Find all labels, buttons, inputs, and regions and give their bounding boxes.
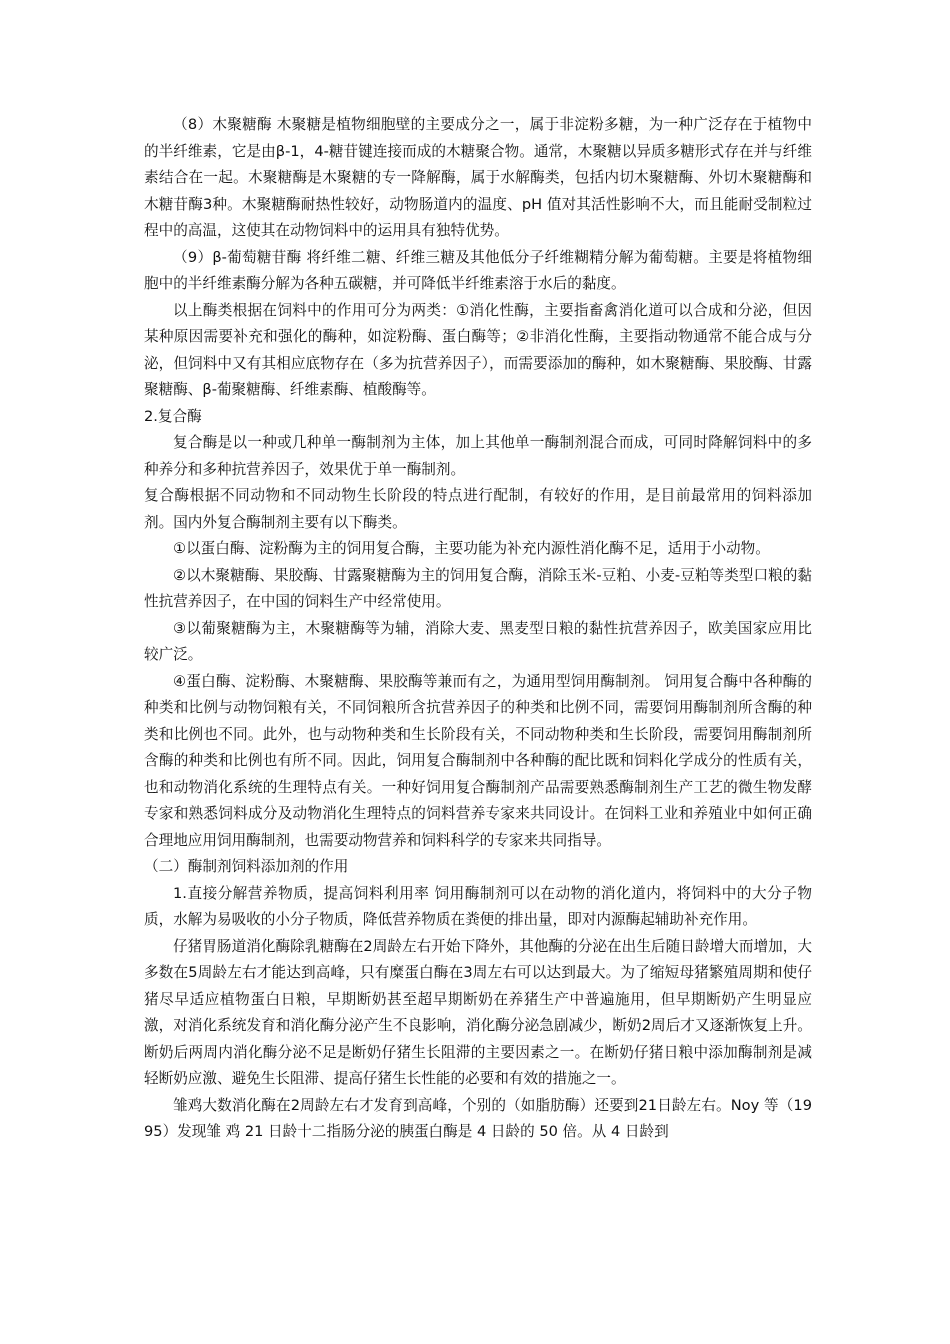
paragraph-compound-type-3: ③以葡聚糖酶为主，木聚糖酶等为辅，消除大麦、黑麦型日粮的黏性抗营养因子，欧美国家应用比较广泛。	[144, 619, 812, 663]
paragraph-glucosidase: （9）β-葡萄糖苷酶 将纤维二糖、纤维三糖及其他低分子纤维糊精分解为葡萄糖。主要是将植物细胞中的半纤维素酶分解为各种五碳糖，并可降低半纤维素溶于水后的黏度。	[144, 248, 812, 292]
paragraph-compound-definition: 复合酶是以一种或几种单一酶制剂为主体，加上其他单一酶制剂混合而成，可同时降解饲料中的多种养分和多种抗营养因子，效果优于单一酶制剂。	[144, 434, 812, 478]
paragraph-compound-type-4: ④蛋白酶、淀粉酶、木聚糖酶、果胶酶等兼而有之，为通用型饲用酶制剂。 饲用复合酶中各种酶的种类和比例与动物饲粮有关，不同饲粮所含抗营养因子的种类和比例不同，需要饲用酶制剂所含酶的种类和比例也不同。此外，也与动物种类和生长阶段有关，不同动物种类和生长阶段，需要饲用酶制剂所含酶的种类和比例也有所不同。因此，饲用复合酶制剂中各种酶的配比既和饲料化学成分的性质有关，也和动物消化系统的生理特点有关。一种好饲用复合酶制剂产品需要熟悉酶制剂生产工艺的微生物发酵专家和熟悉饲料成分及动物消化生理特点的饲料营养专家来共同设计。在饲料工业和养殖业中如何正确合理地应用饲用酶制剂，也需要动物营养和饲料科学的专家来共同指导。	[144, 672, 812, 849]
paragraph-piglet-enzymes: 仔猪胃肠道消化酶除乳糖酶在2周龄左右开始下降外，其他酶的分泌在出生后随日龄增大而增加，大多数在5周龄左右才能达到高峰，只有糜蛋白酶在3周左右可以达到最大。为了缩短母猪繁殖周期和使仔猪尽早适应植物蛋白日粮，早期断奶甚至超早期断奶在养猪生产中普遍施用，但早期断奶产生明显应激，对消化系统发育和消化酶分泌产生不良影响，消化酶分泌急剧减少，断奶2周后才又逐渐恢复上升。断奶后两周内消化酶分泌不足是断奶仔猪生长阻滞的主要因素之一。在断奶仔猪日粮中添加酶制剂是减轻断奶应激、避免生长阻滞、提高仔猪生长性能的必要和有效的措施之一。	[144, 937, 812, 1087]
paragraph-compound-type-2: ②以木聚糖酶、果胶酶、甘露聚糖酶为主的饲用复合酶，消除玉米-豆粕、小麦-豆粕等类型口粮的黏性抗营养因子，在中国的饲料生产中经常使用。	[144, 566, 812, 610]
paragraph-compound-preparation: 复合酶根据不同动物和不同动物生长阶段的特点进行配制，有较好的作用，是目前最常用的饲料添加剂。国内外复合酶制剂主要有以下酶类。	[144, 487, 812, 531]
document-body	[144, 112, 812, 1146]
paragraph-compound-type-1: ①以蛋白酶、淀粉酶为主的饲用复合酶，主要功能为补充内源性消化酶不足，适用于小动物。	[173, 540, 770, 557]
paragraph-role-direct-decomposition: 1.直接分解营养物质，提高饲料利用率 饲用酶制剂可以在动物的消化道内，将饲料中的大分子物质，水解为易吸收的小分子物质，降低营养物质在粪便的排出量，即对内源酶起辅助补充作用。	[144, 884, 812, 928]
section-heading-compound-enzyme: 2.复合酶	[144, 407, 202, 425]
paragraph-xylanase: （8）木聚糖酶 木聚糖是植物细胞壁的主要成分之一，属于非淀粉多糖，为一种广泛存在于植物中的半纤维素，它是由β-1，4-糖苷键连接而成的木糖聚合物。通常，木聚糖以异质多糖形式存在并与纤维素结合在一起。木聚糖酶是木聚糖的专一降解酶，属于水解酶类，包括内切木聚糖酶、外切木聚糖酶和木糖苷酶3种。木聚糖酶耐热性较好，动物肠道内的温度、pH 值对其活性影响不大，而且能耐受制粒过程中的高温，这使其在动物饲料中的运用具有独特优势。	[144, 116, 812, 239]
paragraph-enzyme-classification: 以上酶类根据在饲料中的作用可分为两类：①消化性酶，主要指畜禽消化道可以合成和分泌，但因某种原因需要补充和强化的酶种，如淀粉酶、蛋白酶等；②非消化性酶，主要指动物通常不能合成与分泌，但饲料中又有其相应底物存在（多为抗营养因子），而需要添加的酶种，如木聚糖酶、果胶酶、甘露聚糖酶、β-葡聚糖酶、纤维素酶、植酸酶等。	[144, 301, 812, 398]
section-heading-enzyme-role: （二）酶制剂饲料添加剂的作用	[144, 858, 349, 875]
paragraph-chick-enzymes: 雏鸡大数消化酶在2周龄左右才发育到高峰，个别的（如脂肪酶）还要到21日龄左右。Noy 等（1995）发现雏 鸡 21 日龄十二指肠分泌的胰蛋白酶是 4 日龄的 50 倍。从 4 日龄到	[144, 1096, 812, 1140]
